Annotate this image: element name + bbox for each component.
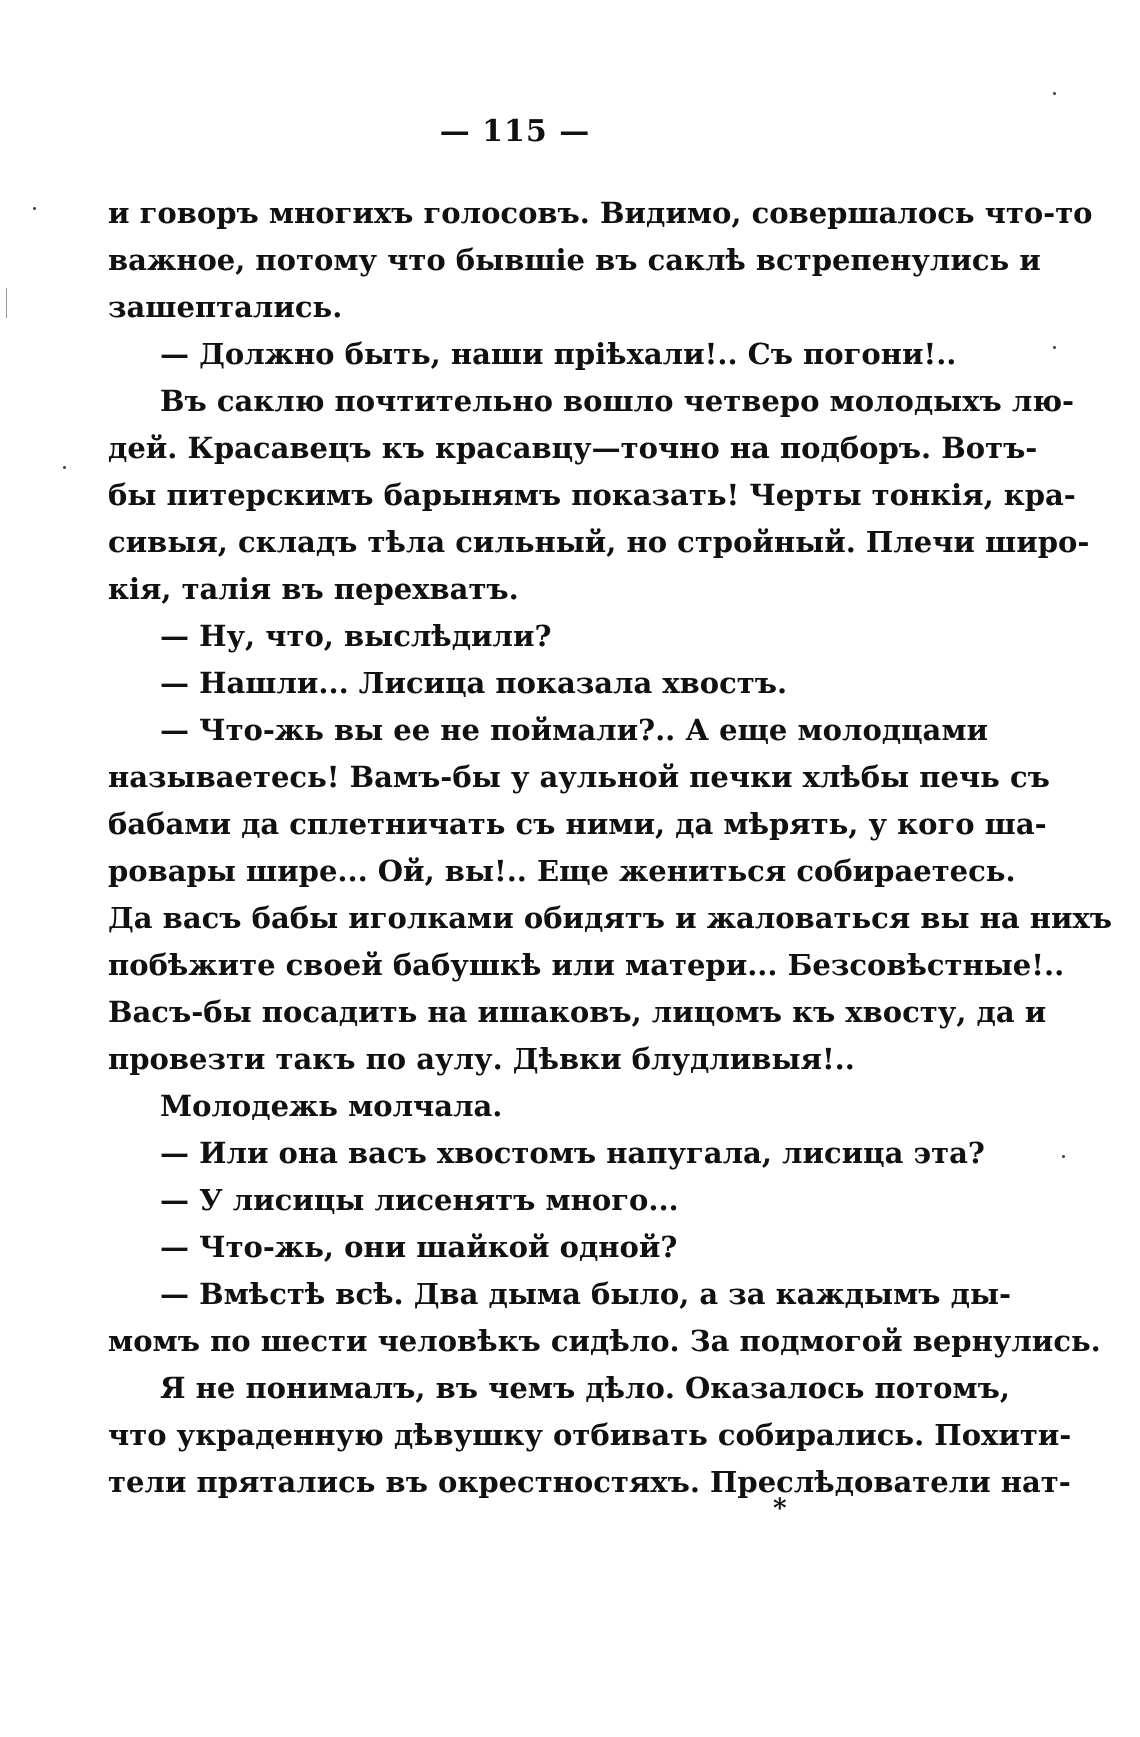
- text-line: важное, потому что бывшіе въ саклѣ встрепенулись и: [108, 243, 1041, 277]
- body-text: [108, 190, 1113, 1506]
- scan-speck: [1053, 92, 1056, 95]
- scan-speck: [1062, 1155, 1065, 1158]
- text-line: дей. Красавецъ къ красавцу—точно на подборъ. Вотъ-: [108, 431, 1038, 465]
- text-line: Я не понималъ, въ чемъ дѣло. Оказалось потомъ,: [160, 1371, 1010, 1405]
- text-line: зашептались.: [108, 290, 343, 324]
- text-line: тели прятались въ окрестностяхъ. Преслѣдователи нат-: [108, 1465, 1071, 1499]
- text-line: Васъ-бы посадить на ишаковъ, лицомъ къ хвосту, да и: [108, 995, 1047, 1029]
- scan-speck: [33, 207, 36, 210]
- text-line: — Что-жь, они шайкой одной?: [160, 1230, 678, 1264]
- text-line: — Ну, что, выслѣдили?: [160, 619, 552, 653]
- text-line: Молодежь молчала.: [160, 1089, 503, 1123]
- text-line: Да васъ бабы иголками обидятъ и жаловаться вы на нихъ: [108, 901, 1113, 935]
- scan-edge-mark: [6, 288, 7, 318]
- text-line: провезти такъ по аулу. Дѣвки блудливыя!..: [108, 1042, 855, 1076]
- text-line: — Что-жь вы ее не поймали?.. А еще молодцами: [160, 713, 989, 747]
- footer-mark: *: [773, 1494, 787, 1524]
- text-line: Въ саклю почтительно вошло четверо молодыхъ лю-: [160, 384, 1075, 418]
- text-line: ровары шире... Ой, вы!.. Еще жениться собираетесь.: [108, 854, 1016, 888]
- text-line: называетесь! Вамъ-бы у аульной печки хлѣбы печь съ: [108, 760, 1050, 794]
- page-number: — 115 —: [439, 114, 591, 149]
- text-line: сивыя, складъ тѣла сильный, но стройный. Плечи широ-: [108, 525, 1090, 559]
- text-line: — Вмѣстѣ всѣ. Два дыма было, а за каждымъ ды-: [160, 1277, 1012, 1311]
- text-line: — Нашли... Лисица показала хвостъ.: [160, 666, 788, 700]
- text-line: что украденную дѣвушку отбивать собирались. Похити-: [108, 1418, 1072, 1452]
- text-line: кія, талія въ перехватъ.: [108, 572, 519, 606]
- scan-speck: [1053, 346, 1056, 349]
- text-line: — У лисицы лисенятъ много...: [160, 1183, 679, 1217]
- text-line: момъ по шести человѣкъ сидѣло. За подмогой вернулись.: [108, 1324, 1101, 1358]
- text-line: — Или она васъ хвостомъ напугала, лисица эта?: [160, 1136, 985, 1170]
- text-line: бабами да сплетничать съ ними, да мѣрять, у кого ша-: [108, 807, 1047, 841]
- text-line: и говоръ многихъ голосовъ. Видимо, совершалось что-то: [108, 196, 1093, 230]
- text-line: — Должно быть, наши пріѣхали!.. Съ погони!..: [160, 337, 957, 371]
- scan-speck: [63, 466, 66, 469]
- text-line: бы питерскимъ барынямъ показать! Черты тонкія, кра-: [108, 478, 1076, 512]
- text-line: побѣжите своей бабушкѣ или матери... Безсовѣстные!..: [108, 948, 1065, 982]
